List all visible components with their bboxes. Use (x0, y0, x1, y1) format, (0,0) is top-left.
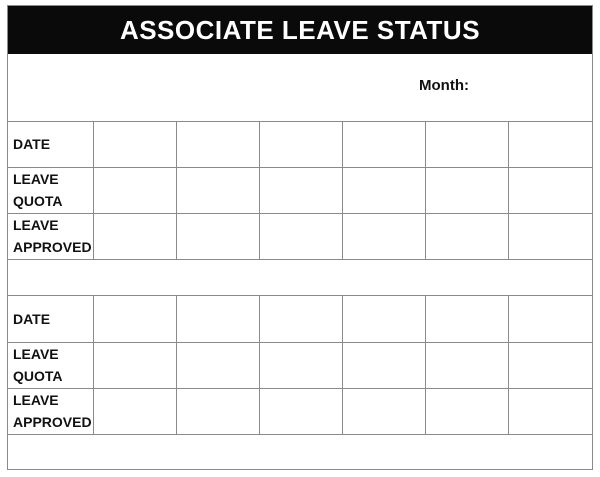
form-title: ASSOCIATE LEAVE STATUS (8, 6, 592, 54)
quota-cell[interactable] (93, 167, 176, 213)
approved-cell[interactable] (426, 388, 509, 434)
label-text: LEAVE (13, 171, 59, 187)
table-row-quota (8, 167, 592, 213)
date-cell[interactable] (509, 296, 592, 342)
quota-cell[interactable] (176, 167, 259, 213)
approved-cell[interactable] (342, 388, 425, 434)
approved-cell[interactable] (259, 388, 342, 434)
date-cell[interactable] (93, 121, 176, 167)
quota-cell[interactable] (342, 167, 425, 213)
approved-cell[interactable] (509, 213, 592, 259)
table-row-approved (8, 213, 592, 259)
quota-cell[interactable] (342, 342, 425, 388)
quota-cell[interactable] (426, 342, 509, 388)
label-text: LEAVE (13, 217, 59, 233)
approved-cell[interactable] (176, 213, 259, 259)
date-cell[interactable] (259, 121, 342, 167)
quota-cell[interactable] (259, 167, 342, 213)
leave-status-form (7, 5, 593, 470)
date-cell[interactable] (176, 121, 259, 167)
date-cell[interactable] (176, 296, 259, 342)
leave-table-1 (8, 121, 592, 260)
date-cell[interactable] (342, 296, 425, 342)
date-cell[interactable] (259, 296, 342, 342)
separator-row (8, 261, 592, 296)
approved-cell[interactable] (93, 213, 176, 259)
row-label-date (8, 121, 93, 167)
label-text: APPROVED (13, 414, 92, 430)
row-label-date (8, 296, 93, 342)
quota-cell[interactable] (509, 342, 592, 388)
month-row (8, 54, 592, 122)
date-cell[interactable] (342, 121, 425, 167)
table-row-quota (8, 342, 592, 388)
leave-table-2 (8, 296, 592, 435)
date-cell[interactable] (426, 296, 509, 342)
approved-cell[interactable] (426, 213, 509, 259)
approved-cell[interactable] (342, 213, 425, 259)
table-row-date (8, 296, 592, 342)
label-text: APPROVED (13, 239, 92, 255)
quota-cell[interactable] (176, 342, 259, 388)
month-label: Month: (419, 77, 469, 94)
date-cell[interactable] (426, 121, 509, 167)
label-text: DATE (13, 135, 51, 152)
footer-row (8, 436, 592, 471)
label-text: LEAVE (13, 392, 59, 408)
row-label-approved (8, 388, 93, 434)
row-label-approved (8, 213, 93, 259)
date-cell[interactable] (93, 296, 176, 342)
label-text: QUOTA (13, 193, 63, 209)
row-label-quota (8, 167, 93, 213)
approved-cell[interactable] (509, 388, 592, 434)
date-cell[interactable] (509, 121, 592, 167)
quota-cell[interactable] (259, 342, 342, 388)
label-text: DATE (13, 310, 51, 327)
approved-cell[interactable] (93, 388, 176, 434)
table-row-approved (8, 388, 592, 434)
approved-cell[interactable] (259, 213, 342, 259)
approved-cell[interactable] (176, 388, 259, 434)
quota-cell[interactable] (93, 342, 176, 388)
quota-cell[interactable] (426, 167, 509, 213)
label-text: LEAVE (13, 346, 59, 362)
row-label-quota (8, 342, 93, 388)
table-row-date (8, 121, 592, 167)
label-text: QUOTA (13, 368, 63, 384)
quota-cell[interactable] (509, 167, 592, 213)
